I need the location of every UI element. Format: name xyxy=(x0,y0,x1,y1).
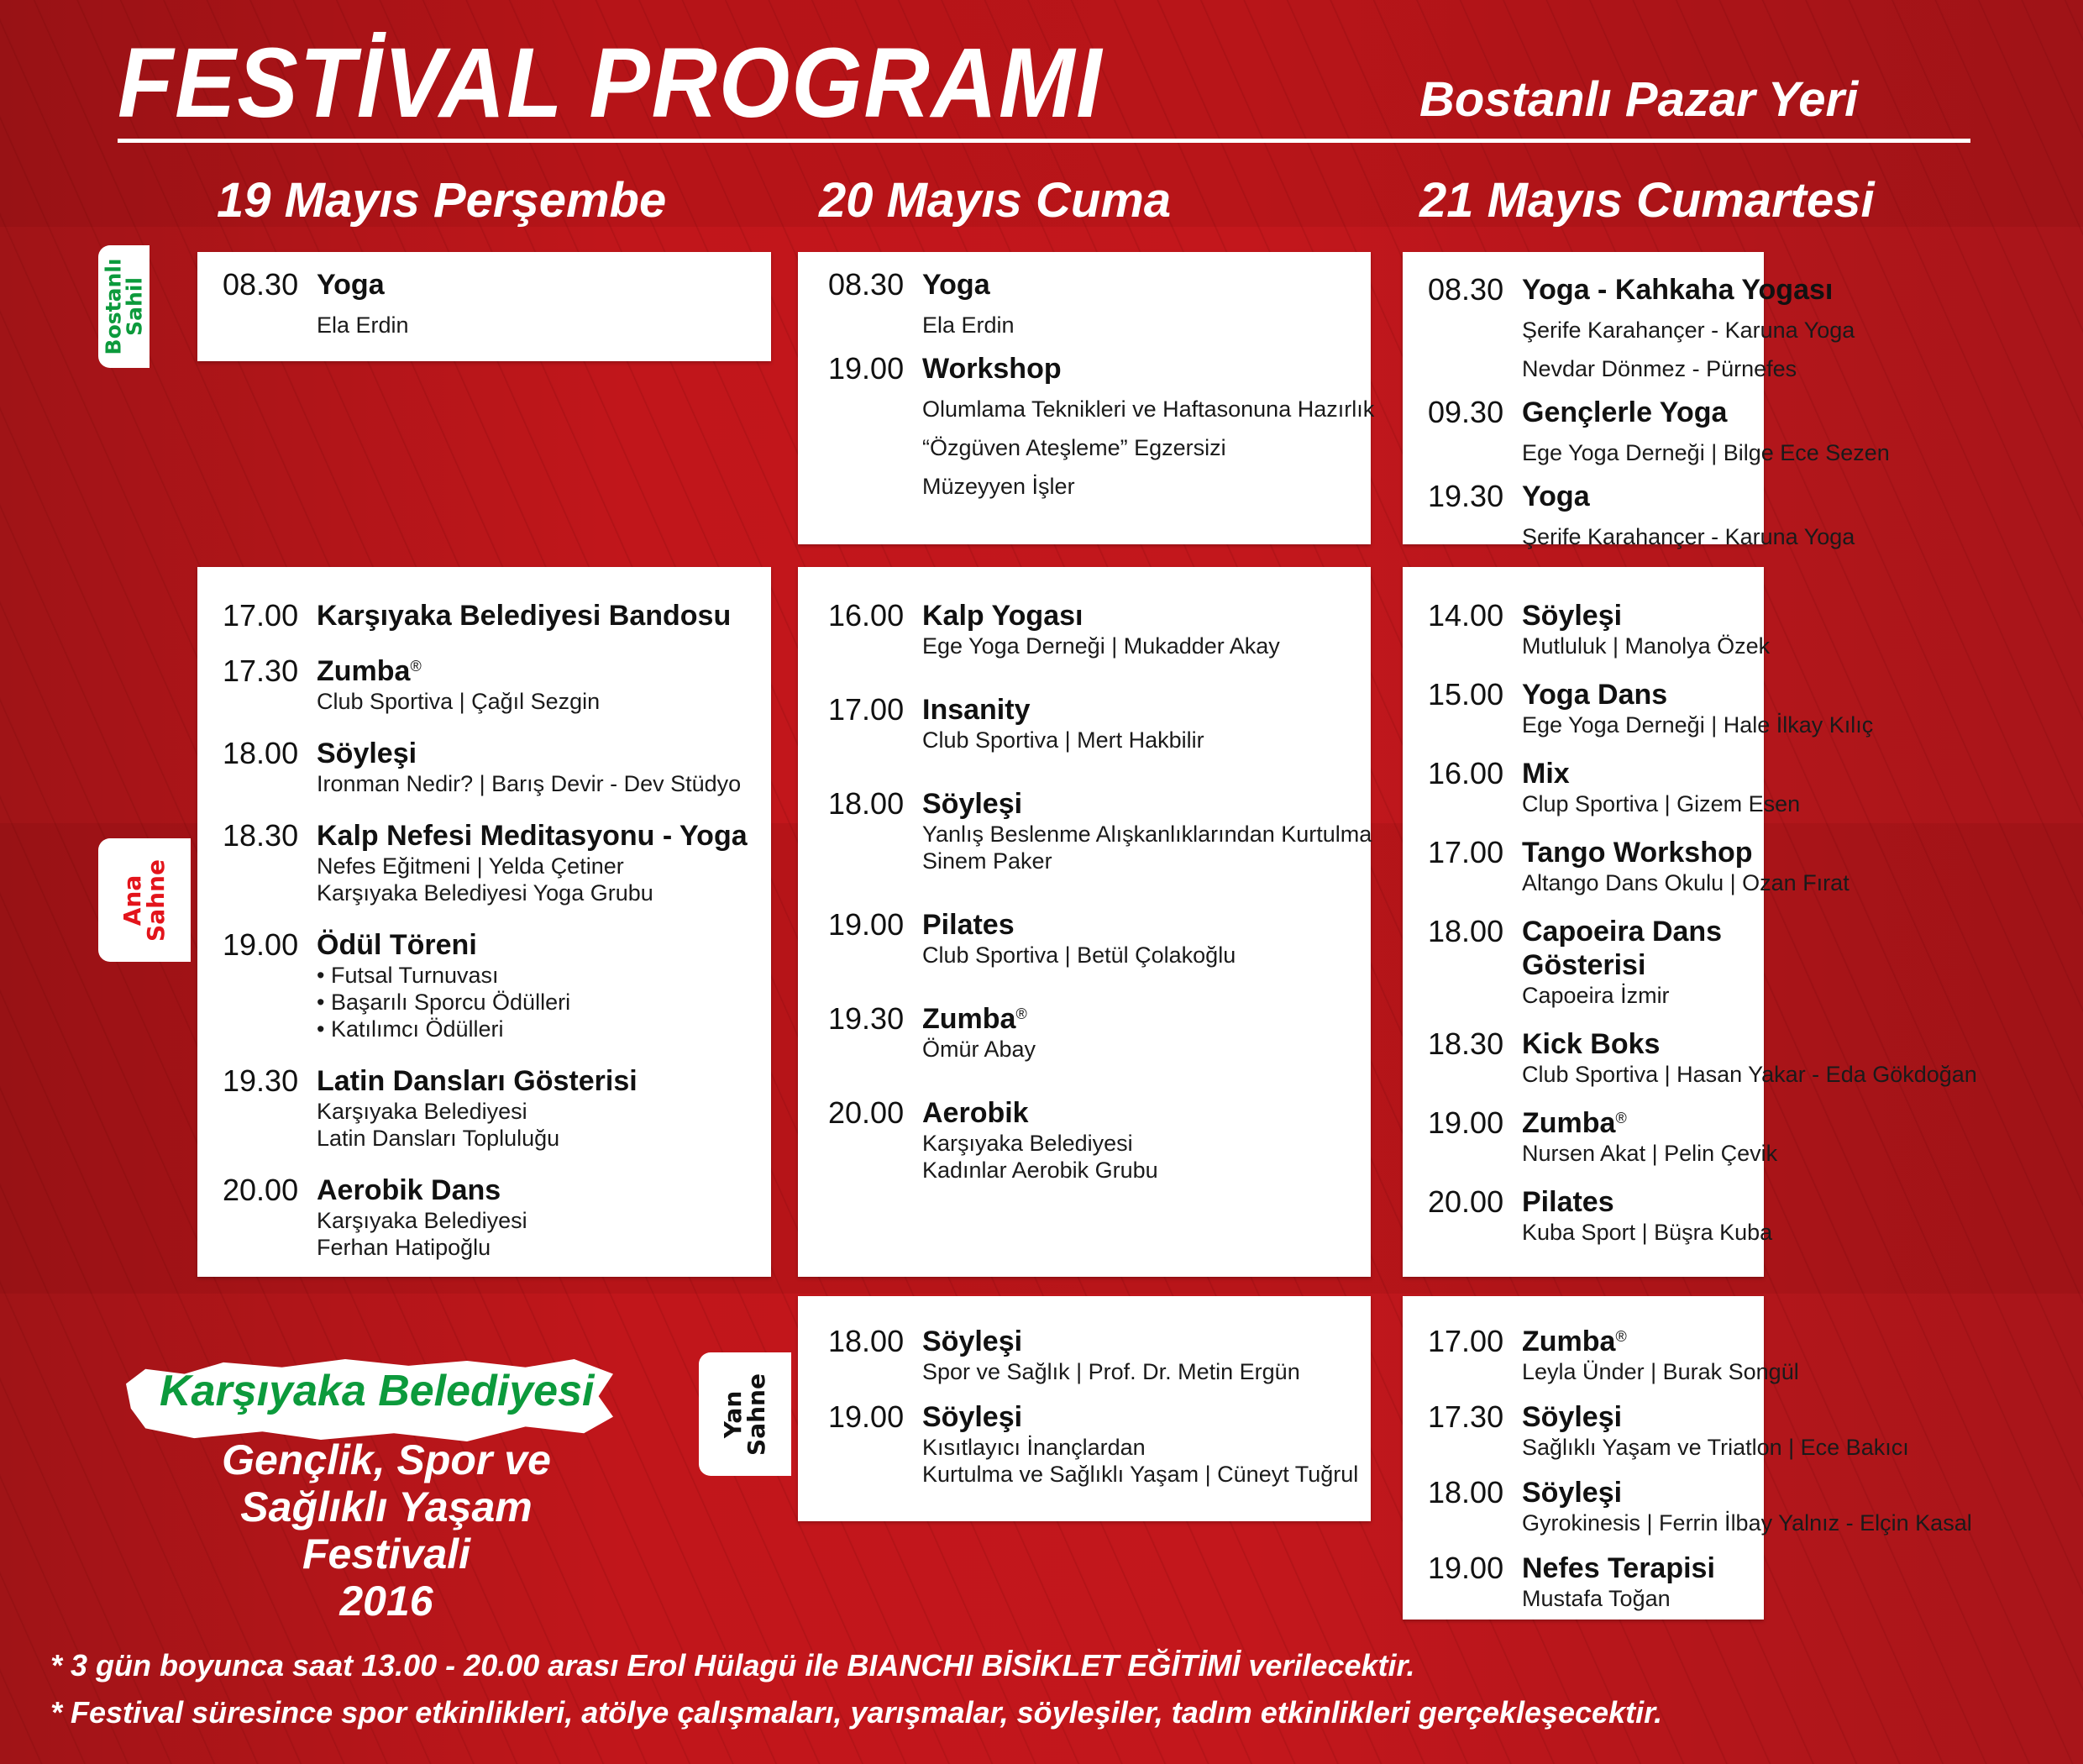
event-detail: Ironman Nedir? | Barış Devir - Dev Stüdyo xyxy=(317,771,742,796)
stage-label-line1: Yan xyxy=(718,1390,747,1438)
event-detail: Karşıyaka Belediyesi Yoga Grubu xyxy=(317,880,653,906)
stage-label-line1: Ana xyxy=(118,874,146,926)
venue-label: Bostanlı Pazar Yeri xyxy=(1419,72,1859,127)
event-body xyxy=(1522,915,1764,1009)
event-detail: Nefes Eğitmeni | Yelda Çetiner xyxy=(317,853,624,879)
day-header-3: 21 Mayıs Cumartesi xyxy=(1419,173,1875,228)
event-item xyxy=(223,737,771,797)
event-list xyxy=(223,264,771,344)
event-body xyxy=(317,599,771,633)
event-title xyxy=(922,599,1371,633)
event-item xyxy=(828,1400,1371,1488)
event-item xyxy=(828,1096,1371,1184)
schedule-box-ana-day2 xyxy=(798,567,1371,1277)
schedule-box-bostanli-day1 xyxy=(197,252,771,361)
schedule-box-yan-day2 xyxy=(798,1296,1371,1521)
event-detail: • Katılımcı Ödülleri xyxy=(317,1016,504,1042)
event-title-text: Yoga - Kahkaha Yogası xyxy=(1522,274,1834,306)
registered-trademark-icon: ® xyxy=(1015,1005,1027,1022)
event-title xyxy=(922,264,1371,306)
event-body xyxy=(1522,1106,1777,1167)
event-body xyxy=(922,908,1371,969)
event-title xyxy=(317,1173,771,1207)
event-title xyxy=(1522,599,1770,633)
festival-line2: Sağlıklı Yaşam Festivali xyxy=(240,1483,533,1578)
event-body xyxy=(922,1096,1371,1184)
organizer-name: Karşıyaka Belediyesi xyxy=(160,1367,595,1415)
event-title xyxy=(1522,915,1764,982)
event-time: 17.00 xyxy=(1428,1324,1504,1358)
event-body xyxy=(922,787,1372,874)
event-list xyxy=(1428,1324,1972,1612)
event-time: 19.00 xyxy=(828,351,905,386)
event-body xyxy=(1522,1551,1764,1612)
event-item xyxy=(1428,1399,1909,1461)
event-time: 20.00 xyxy=(828,1095,905,1130)
event-item xyxy=(223,928,771,1042)
event-detail: Gyrokinesis | Ferrin İlbay Yalnız - Elçin Kasal xyxy=(1522,1510,1972,1536)
event-body xyxy=(1522,836,1850,896)
event-title xyxy=(1522,836,1850,869)
event-item xyxy=(828,264,1371,344)
event-detail: • Futsal Turnuvası xyxy=(317,963,499,988)
event-detail: Sinem Paker xyxy=(922,848,1052,874)
stage-label-line1: Bostanlı xyxy=(101,258,126,355)
event-detail: Kurtulma ve Sağlıklı Yaşam | Cüneyt Tuğrul xyxy=(922,1462,1359,1487)
event-item xyxy=(1428,1475,1972,1536)
event-item xyxy=(828,908,1371,969)
event-title xyxy=(922,1002,1371,1036)
event-title-text: Zumba xyxy=(317,655,411,687)
event-body xyxy=(1522,475,1855,556)
event-time: 17.00 xyxy=(1428,835,1504,869)
event-detail: Nursen Akat | Pelin Çevik xyxy=(1522,1141,1778,1166)
event-title xyxy=(317,1064,771,1098)
event-title-text: Tango Workshop xyxy=(1522,837,1753,869)
event-title xyxy=(922,1096,1371,1130)
stage-tab-ana-sahne xyxy=(98,838,191,962)
event-body xyxy=(317,264,771,344)
event-title-text: Söyleşi xyxy=(1522,1477,1623,1509)
event-time: 16.00 xyxy=(1428,756,1504,790)
day-header-1: 19 Mayıs Perşembe xyxy=(217,173,667,228)
event-title-text: Yoga xyxy=(317,269,385,301)
registered-trademark-icon: ® xyxy=(1615,1110,1627,1126)
event-detail: Kısıtlayıcı İnançlardan xyxy=(922,1435,1146,1460)
event-list xyxy=(828,264,1375,506)
event-list xyxy=(1428,598,1977,1246)
event-detail: Şerife Karahançer - Karuna Yoga xyxy=(1522,318,1855,343)
event-title xyxy=(317,599,771,633)
event-title-text: Insanity xyxy=(922,694,1031,726)
schedule-box-ana-day1 xyxy=(197,567,771,1277)
event-title xyxy=(1522,1400,1909,1434)
event-detail: Ferhan Hatipoğlu xyxy=(317,1235,491,1260)
event-body xyxy=(317,1064,771,1152)
event-body xyxy=(922,1002,1371,1063)
event-title xyxy=(922,1400,1371,1434)
event-title xyxy=(1522,391,1890,433)
event-title xyxy=(1522,269,1855,311)
event-body xyxy=(1522,1476,1972,1536)
event-detail: • Başarılı Sporcu Ödülleri xyxy=(317,990,571,1015)
event-title-text: Kalp Nefesi Meditasyonu - Yoga xyxy=(317,820,748,852)
stage-tab-yan-sahne xyxy=(699,1352,791,1476)
event-time: 18.00 xyxy=(828,786,905,821)
event-list xyxy=(828,599,1371,1184)
event-time: 18.00 xyxy=(1428,914,1504,948)
event-item xyxy=(1428,1026,1977,1088)
event-title-text: Nefes Terapisi xyxy=(1522,1552,1715,1584)
event-detail: Latin Dansları Topluluğu xyxy=(317,1126,560,1151)
event-title-text: Pilates xyxy=(1522,1186,1614,1218)
event-title-text: Söyleşi xyxy=(922,788,1023,820)
event-body xyxy=(922,1400,1371,1488)
event-body xyxy=(317,654,771,715)
event-title-text: Zumba xyxy=(1522,1107,1616,1139)
event-title-text: Gençlerle Yoga xyxy=(1522,396,1728,428)
event-detail: Karşıyaka Belediyesi xyxy=(317,1208,527,1233)
event-item xyxy=(223,599,771,633)
event-time: 19.30 xyxy=(828,1001,905,1036)
event-detail: Şerife Karahançer - Karuna Yoga xyxy=(1522,524,1855,549)
event-body xyxy=(922,1325,1371,1385)
event-time: 19.00 xyxy=(223,927,299,962)
event-item xyxy=(1428,677,1874,738)
event-title xyxy=(1522,678,1873,711)
event-item xyxy=(223,264,771,344)
event-title-text: Söyleşi xyxy=(317,738,417,769)
event-item xyxy=(1428,1324,1799,1385)
event-time: 17.30 xyxy=(1428,1399,1504,1434)
event-title-text: Yoga Dans xyxy=(1522,679,1668,711)
event-title-text: Aerobik xyxy=(922,1097,1029,1129)
event-time: 17.30 xyxy=(223,654,299,688)
event-body xyxy=(922,693,1371,753)
event-detail: Capoeira İzmir xyxy=(1522,983,1670,1008)
event-title-text: Workshop xyxy=(922,353,1062,385)
event-detail: Ege Yoga Derneği | Mukadder Akay xyxy=(922,633,1280,659)
event-body xyxy=(1522,391,1890,472)
event-detail: Mutluluk | Manolya Özek xyxy=(1522,633,1771,659)
event-title xyxy=(1522,1325,1799,1358)
schedule-box-bostanli-day3 xyxy=(1403,252,1890,549)
event-title-text: Ödül Töreni xyxy=(317,929,477,961)
event-title-text: Söyleşi xyxy=(922,1326,1023,1357)
event-title xyxy=(317,928,771,962)
event-detail: Karşıyaka Belediyesi xyxy=(317,1099,527,1124)
event-body xyxy=(317,819,771,906)
schedule-box-bostanli-day2 xyxy=(798,252,1375,544)
event-detail: Mustafa Toğan xyxy=(1522,1586,1671,1611)
stage-label-line2: Sahne xyxy=(742,1373,770,1456)
event-time: 09.30 xyxy=(1428,395,1504,429)
day-header-2: 20 Mayıs Cuma xyxy=(819,173,1172,228)
event-title-text: Söyleşi xyxy=(1522,1401,1623,1433)
event-body xyxy=(1522,1027,1977,1088)
festival-name xyxy=(168,1436,605,1625)
event-item xyxy=(1428,835,1850,896)
event-time: 17.00 xyxy=(828,692,905,727)
event-item xyxy=(1428,1551,1764,1612)
event-detail: Karşıyaka Belediyesi xyxy=(922,1131,1133,1156)
event-title-text: Söyleşi xyxy=(922,1401,1023,1433)
event-detail: Sağlıklı Yaşam ve Triatlon | Ece Bakıcı xyxy=(1522,1435,1909,1460)
schedule-box-ana-day3 xyxy=(1403,567,1977,1277)
header-divider xyxy=(118,139,1970,143)
event-title xyxy=(1522,1476,1972,1509)
event-title xyxy=(922,908,1371,942)
event-title-text: Zumba xyxy=(1522,1326,1616,1357)
event-body xyxy=(922,348,1374,506)
event-title xyxy=(317,654,771,688)
event-time: 19.00 xyxy=(1428,1105,1504,1140)
event-title-text: Yoga xyxy=(922,269,990,301)
event-title xyxy=(1522,1106,1777,1140)
event-time: 19.00 xyxy=(828,907,905,942)
event-item xyxy=(1428,475,1855,556)
event-detail: Clup Sportiva | Gizem Esen xyxy=(1522,791,1801,816)
event-time: 15.00 xyxy=(1428,677,1504,711)
event-item xyxy=(1428,915,1764,1009)
event-detail: Club Sportiva | Hasan Yakar - Eda Gökdoğan xyxy=(1522,1062,1977,1087)
event-title-text: Pilates xyxy=(922,909,1015,941)
event-list xyxy=(223,599,771,1261)
event-title xyxy=(922,693,1371,727)
event-time: 08.30 xyxy=(828,267,905,302)
event-item xyxy=(828,1002,1371,1063)
event-time: 14.00 xyxy=(1428,598,1504,633)
event-body xyxy=(922,599,1371,659)
event-time: 19.30 xyxy=(1428,479,1504,513)
event-time: 08.30 xyxy=(1428,272,1504,307)
event-body xyxy=(1522,678,1873,738)
event-time: 19.00 xyxy=(1428,1551,1504,1585)
event-time: 17.00 xyxy=(223,598,299,633)
event-detail: Ela Erdin xyxy=(922,312,1015,338)
event-item xyxy=(223,654,771,715)
event-title-text: Latin Dansları Gösterisi xyxy=(317,1065,637,1097)
event-title xyxy=(1522,1185,1772,1219)
event-body xyxy=(1522,1185,1772,1246)
event-title-text: Karşıyaka Belediyesi Bandosu xyxy=(317,600,732,632)
event-item xyxy=(1428,756,1801,817)
event-time: 16.00 xyxy=(828,598,905,633)
registered-trademark-icon: ® xyxy=(1615,1328,1627,1345)
event-title-text: Kalp Yogası xyxy=(922,600,1083,632)
event-title xyxy=(1522,1551,1764,1585)
event-title-text: Zumba xyxy=(922,1003,1016,1035)
event-detail: Club Sportiva | Betül Çolakoğlu xyxy=(922,942,1236,968)
event-title-text: Yoga xyxy=(1522,480,1590,512)
event-detail: Club Sportiva | Çağıl Sezgin xyxy=(317,689,601,714)
event-detail: Ege Yoga Derneği | Bilge Ece Sezen xyxy=(1522,440,1890,465)
event-detail: Club Sportiva | Mert Hakbilir xyxy=(922,727,1204,753)
event-item xyxy=(828,787,1371,874)
event-body xyxy=(1522,269,1855,388)
event-detail: Ömür Abay xyxy=(922,1037,1036,1062)
event-item xyxy=(1428,598,1771,659)
event-item xyxy=(223,819,771,906)
event-title xyxy=(1522,475,1855,517)
event-body xyxy=(1522,599,1770,659)
footnote-2: * Festival süresince spor etkinlikleri, atölye çalışmaları, yarışmalar, söyleşiler, tadım etkinlikleri gerçekleşecektir. xyxy=(50,1695,1663,1730)
event-time: 18.30 xyxy=(1428,1026,1504,1061)
footnotes xyxy=(50,1642,1662,1736)
event-body xyxy=(317,737,771,797)
event-item xyxy=(828,693,1371,753)
event-title xyxy=(922,787,1372,821)
event-time: 20.00 xyxy=(223,1173,299,1207)
stage-tab-bostanli-sahil xyxy=(98,245,150,368)
event-title-text: Capoeira Dans Gösterisi xyxy=(1522,916,1723,981)
stage-label-line2: Sahne xyxy=(141,858,170,942)
event-detail: Spor ve Sağlık | Prof. Dr. Metin Ergün xyxy=(922,1359,1300,1384)
event-time: 19.00 xyxy=(828,1399,905,1434)
event-title-text: Aerobik Dans xyxy=(317,1174,501,1206)
event-body xyxy=(1522,1325,1799,1385)
event-time: 20.00 xyxy=(1428,1184,1504,1219)
event-detail: Ela Erdin xyxy=(317,312,409,338)
event-item xyxy=(223,1064,771,1152)
event-title xyxy=(1522,757,1800,790)
event-title-text: Mix xyxy=(1522,758,1570,790)
footnote-1: * 3 gün boyunca saat 13.00 - 20.00 arası Erol Hülagü ile BIANCHI BİSİKLET EĞİTİMİ verilecektir. xyxy=(50,1648,1415,1683)
event-title xyxy=(922,348,1374,390)
schedule-box-yan-day3 xyxy=(1403,1296,1972,1620)
event-detail: Yanlış Beslenme Alışkanlıklarından Kurtulma xyxy=(922,822,1372,847)
event-title-text: Kick Boks xyxy=(1522,1028,1661,1060)
event-detail: Leyla Ünder | Burak Songül xyxy=(1522,1359,1799,1384)
event-time: 08.30 xyxy=(223,267,299,302)
event-title xyxy=(1522,1027,1977,1061)
event-detail: “Özgüven Ateşleme” Egzersizi xyxy=(922,435,1226,460)
event-title xyxy=(317,737,771,770)
event-detail: Altango Dans Okulu | Ozan Fırat xyxy=(1522,870,1850,895)
event-time: 18.30 xyxy=(223,818,299,853)
event-title xyxy=(922,1325,1371,1358)
event-item xyxy=(1428,391,1890,472)
event-body xyxy=(1522,1400,1909,1461)
event-detail: Kadınlar Aerobik Grubu xyxy=(922,1158,1158,1183)
event-detail: Olumlama Teknikleri ve Haftasonuna Hazırlık xyxy=(922,396,1375,422)
event-time: 18.00 xyxy=(1428,1475,1504,1509)
stage-label-line2: Sahil xyxy=(122,277,147,336)
event-item xyxy=(1428,1105,1778,1167)
event-time: 19.30 xyxy=(223,1063,299,1098)
event-detail: Müzeyyen İşler xyxy=(922,474,1075,499)
event-title-text: Söyleşi xyxy=(1522,600,1623,632)
event-item xyxy=(1428,269,1855,388)
event-time: 18.00 xyxy=(828,1324,905,1358)
event-item xyxy=(1428,1184,1773,1246)
event-title xyxy=(317,264,771,306)
page-title: FESTİVAL PROGRAMI xyxy=(118,28,1104,139)
event-body xyxy=(1522,757,1800,817)
festival-line1: Gençlik, Spor ve xyxy=(222,1436,551,1483)
event-item xyxy=(828,599,1371,659)
event-time: 18.00 xyxy=(223,736,299,770)
event-list xyxy=(1428,269,1890,556)
event-detail: Kuba Sport | Büşra Kuba xyxy=(1522,1220,1773,1245)
event-title xyxy=(317,819,771,853)
event-detail: Ege Yoga Derneği | Hale İlkay Kılıç xyxy=(1522,712,1874,738)
registered-trademark-icon: ® xyxy=(410,658,422,675)
event-item xyxy=(223,1173,771,1261)
event-item xyxy=(828,348,1375,506)
event-body xyxy=(922,264,1371,344)
event-item xyxy=(828,1325,1371,1385)
event-body xyxy=(317,928,771,1042)
festival-year: 2016 xyxy=(339,1578,433,1625)
event-detail: Nevdar Dönmez - Pürnefes xyxy=(1522,356,1797,381)
event-list xyxy=(828,1325,1371,1488)
event-body xyxy=(317,1173,771,1261)
